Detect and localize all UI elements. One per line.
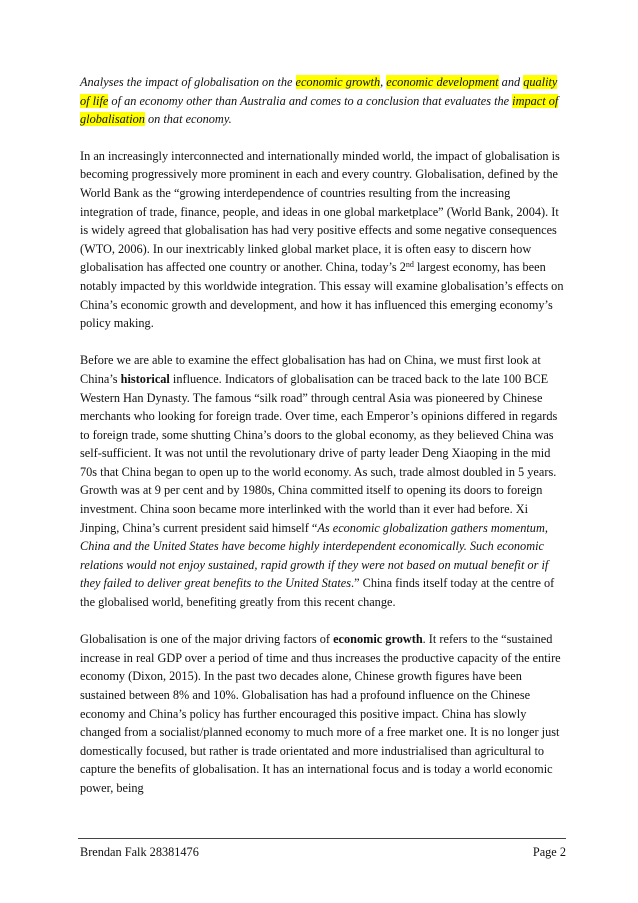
superscript-nd: nd <box>405 260 414 270</box>
task-text: on that economy. <box>144 112 232 127</box>
page-content <box>80 73 566 816</box>
paragraph-text: Globalisation is one of the major driving factors of <box>80 632 334 647</box>
task-text: , <box>380 75 387 89</box>
paragraph-introduction <box>80 147 566 333</box>
task-text: of an economy other than Australia and comes to a conclusion that evaluates the <box>108 93 513 108</box>
footer-author: Brendan Falk 28381476 <box>80 845 199 859</box>
footer-divider <box>78 838 566 839</box>
task-text: and <box>498 75 524 89</box>
bold-economic-growth: economic growth <box>333 632 423 647</box>
paragraph-text: largest economy, has been notably impacted by this worldwide integration. This essay will examine globalisation’s effects on China’s economic growth and development, and how it has influenced this emerging economy’s policy making. <box>80 260 564 331</box>
paragraph-text: influence. Indicators of globalisation can be traced back to the late 100 BCE Western Han Dynasty. The famous “silk road” through central Asia was pioneered by Chinese merchants who looking for foreign trade. Over time, each Emperor’s opinions differed in regards to foreign trade, some shutting China’s doors to the global economy, as they believed China was self-sufficient. It was not until the revolutionary drive of party leader Deng Xiaoping in the mid 70s that China began to open up to the world economy. As such, trade almost doubled in 5 years. Growth was at 9 per cent and by 1980s, China committed itself to opening its doors to foreign investment. China soon became more interlinked with the world than it ever had before. Xi Jinping, China’s current president said himself “ <box>80 371 558 535</box>
footer-page-number: Page 2 <box>532 845 566 859</box>
highlight-economic-growth: economic growth <box>295 75 381 89</box>
task-statement <box>80 73 566 129</box>
paragraph-text: .” China finds itself today at the centre of the globalised world, benefiting greatly from this recent change. <box>80 576 555 610</box>
highlight-impact-of-globalisation: impact of globalisation <box>80 93 559 127</box>
paragraph-economic-growth <box>80 630 566 797</box>
paragraph-history <box>80 351 566 611</box>
paragraph-text: Before we are able to examine the effect globalisation has had on China, we must first look at China’s <box>80 353 541 386</box>
highlight-economic-development: economic development <box>386 75 499 89</box>
paragraph-text: . It refers to the “sustained increase in real GDP over a period of time and thus increases the productive capacity of the entire economy (Dixon, 2015). In the past two decades alone, Chinese growth figures have been sustained between 8% and 10%. Globalisation has had a profound influence on the Chinese economy and China’s policy has further encouraged this positive impact. China has slowly changed from a socialist/planned economy to much more of a free market one. It is no longer just domestically focused, but rather is trade orientated and more industrialised than agricultural to capture the benefits of globalisation. It has an international focus and is today a world economic power, being <box>80 632 561 795</box>
paragraph-text: In an increasingly interconnected and internationally minded world, the impact of globalisation is becoming progressively more prominent in each and every country. Globalisation, defined by the World Bank as the “growing interdependence of countries resulting from the increasing integration of trade, finance, people, and ideas in one global marketplace” (World Bank, 2004). It is widely agreed that globalisation has had very positive effects and some negative consequences (WTO, 2006). In our inextricably linked global market place, it is often easy to discern how globalisation has affected one country or another. China, today’s 2 <box>80 148 560 275</box>
quote-xi-jinping: As economic globalization gathers momentum, China and the United States have become highly interdependent economically. Such economic relations would not enjoy sustained, rapid growth if they were not based on mutual benefit or if they failed to deliver great benefits to the United States <box>80 520 549 591</box>
task-text: Analyses the impact of globalisation on the <box>80 75 296 89</box>
highlight-quality-of-life: quality of life <box>80 75 558 108</box>
bold-historical: historical <box>120 371 170 386</box>
